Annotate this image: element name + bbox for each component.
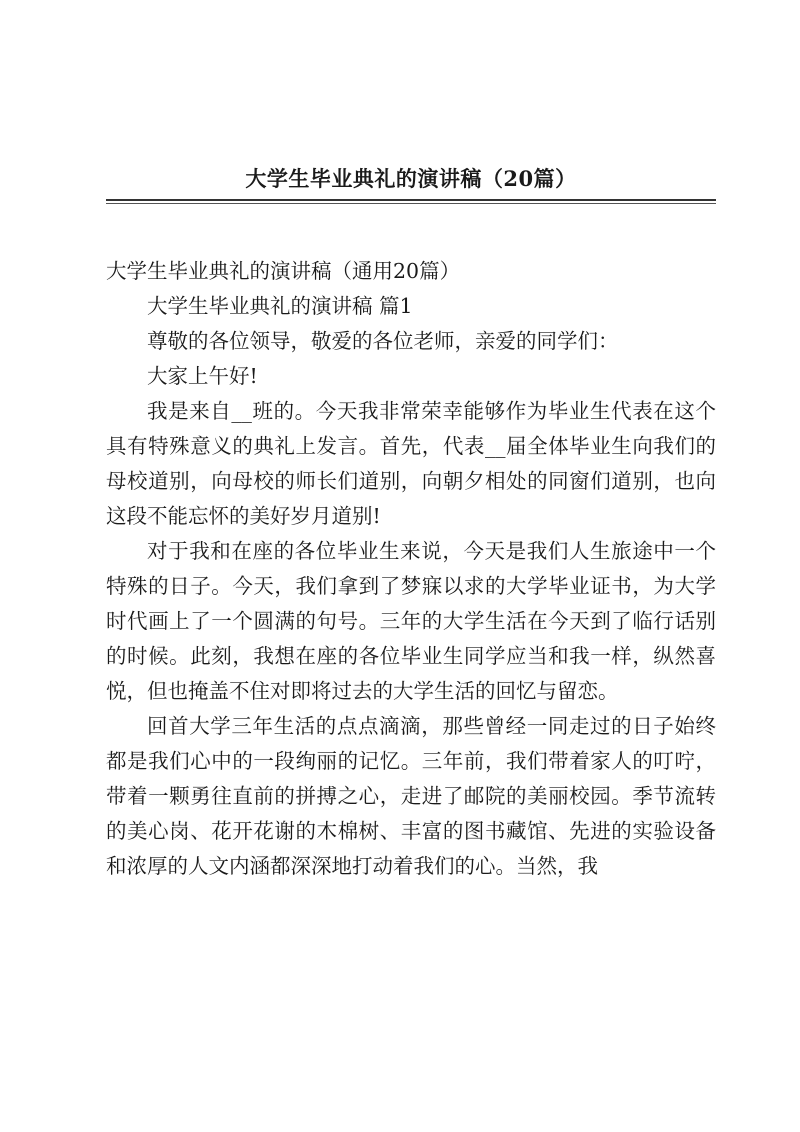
body-paragraph: 对于我和在座的各位毕业生来说，今天是我们人生旅途中一个特殊的日子。今天，我们拿到了梦寐以求的大学毕业证书，为大学时代画上了一个圆满的句号。三年的大学生活在今天到了临行话别的时候。此刻，我想在座的各位毕业生同学应当和我一样，纵然喜悦，但也掩盖不住对即将过去的大学生活的回忆与留恋。 (106, 539, 716, 703)
body-paragraph: 回首大学三年生活的点点滴滴，那些曾经一同走过的日子始终都是我们心中的一段绚丽的记忆。三年前，我们带着家人的叮咛，带着一颗勇往直前的拼搏之心，走进了邮院的美丽校园。季节流转的美心岗、花开花谢的木棉树、丰富的图书藏馆、先进的实验设备和浓厚的人文内涵都深深地打动着我们的心。当然，我 (106, 714, 716, 878)
title-rule-thick (106, 199, 716, 201)
document-subtitle: 大学生毕业典礼的演讲稿（通用20篇） (106, 259, 461, 283)
document-body (106, 254, 716, 884)
body-paragraph: 我是来自__班的。今天我非常荣幸能够作为毕业生代表在这个具有特殊意义的典礼上发言。首先，代表__届全体毕业生向我们的母校道别，向母校的师长们道别，向朝夕相处的同窗们道别，也向这段不能忘怀的美好岁月道别! (106, 399, 716, 528)
title-rule-thin (106, 203, 716, 204)
greeting-paragraph: 大家上午好! (147, 364, 258, 388)
page-title: 大学生毕业典礼的演讲稿（20篇） (245, 166, 577, 191)
section-heading: 大学生毕业典礼的演讲稿 篇1 (147, 294, 413, 318)
salutation-paragraph: 尊敬的各位领导，敬爱的各位老师，亲爱的同学们： (147, 329, 619, 353)
